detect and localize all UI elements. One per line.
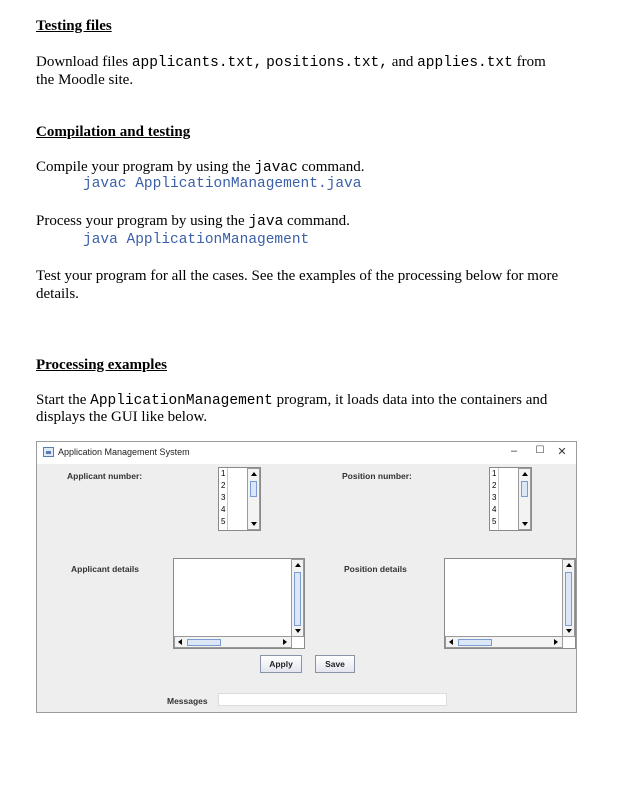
position-details-textarea[interactable] (444, 558, 576, 649)
list-item[interactable]: 1 (492, 469, 497, 478)
and-word: and (391, 54, 414, 70)
processing-heading: Processing examples (36, 357, 167, 373)
scroll-down-icon[interactable] (566, 629, 572, 633)
applicant-details-vscroll[interactable] (291, 559, 304, 637)
process-line (36, 213, 350, 231)
displays-gui-line: displays the GUI like below. (36, 409, 208, 425)
window-title: Application Management System (58, 447, 190, 457)
compile-line (36, 159, 364, 177)
scroll-thumb[interactable] (565, 572, 572, 626)
applicant-details-textarea[interactable] (173, 558, 305, 649)
download-prefix: Download files (36, 54, 129, 70)
scroll-thumb[interactable] (521, 481, 528, 497)
app-icon (43, 447, 54, 457)
scroll-up-icon[interactable] (295, 563, 301, 567)
title-bar (37, 442, 576, 464)
position-details-hscroll[interactable] (445, 636, 563, 648)
scroll-up-icon[interactable] (566, 563, 572, 567)
applicants-file: applicants.txt, (131, 55, 263, 71)
moodle-site-line: the Moodle site. (36, 72, 134, 88)
apply-button[interactable]: Apply (260, 655, 302, 673)
scroll-down-icon[interactable] (522, 522, 528, 526)
scroll-thumb[interactable] (187, 639, 221, 646)
scroll-up-icon[interactable] (522, 472, 528, 476)
maximize-icon[interactable]: ☐ (535, 445, 545, 456)
list-divider (498, 468, 499, 530)
scroll-down-icon[interactable] (295, 629, 301, 633)
list-item[interactable]: 3 (221, 493, 226, 502)
messages-label: Messages (167, 696, 208, 706)
list-item[interactable]: 1 (221, 469, 226, 478)
compile-prefix: Compile your program by using the (36, 159, 251, 175)
minimize-icon[interactable]: – (510, 445, 518, 457)
messages-field[interactable] (218, 693, 447, 706)
compile-suffix: command. (301, 159, 365, 175)
applicant-details-label: Applicant details (71, 564, 140, 574)
process-code: java ApplicationManagement (83, 232, 310, 248)
list-item[interactable]: 2 (492, 481, 497, 490)
compilation-heading: Compilation and testing (36, 124, 191, 140)
scroll-up-icon[interactable] (251, 472, 257, 476)
applicant-list-scrollbar[interactable] (247, 468, 260, 530)
start-suffix: program, it loads data into the containers and (276, 392, 548, 408)
scroll-left-icon[interactable] (178, 639, 182, 645)
positions-file: positions.txt, (266, 55, 388, 71)
scroll-right-icon[interactable] (283, 639, 287, 645)
scroll-thumb[interactable] (250, 481, 257, 497)
scroll-thumb[interactable] (458, 639, 492, 646)
scroll-down-icon[interactable] (251, 522, 257, 526)
position-number-list[interactable] (489, 467, 532, 531)
java-command: java (248, 214, 284, 230)
position-number-label: Position number: (342, 471, 412, 481)
compile-code: javac ApplicationManagement.java (83, 176, 362, 192)
process-suffix: command. (287, 213, 350, 229)
position-details-label: Position details (344, 564, 407, 574)
list-divider (227, 468, 228, 530)
javac-command: javac (254, 160, 298, 176)
applies-file: applies.txt (417, 55, 513, 71)
list-item[interactable]: 4 (492, 505, 497, 514)
position-list-scrollbar[interactable] (518, 468, 531, 530)
list-item[interactable]: 4 (221, 505, 226, 514)
list-item[interactable]: 5 (221, 517, 226, 526)
start-prefix: Start the (36, 392, 87, 408)
list-item[interactable]: 2 (221, 481, 226, 490)
applicant-details-hscroll[interactable] (174, 636, 292, 648)
save-button[interactable]: Save (315, 655, 355, 673)
list-item[interactable]: 5 (492, 517, 497, 526)
close-icon[interactable]: ✕ (557, 446, 567, 458)
scroll-left-icon[interactable] (449, 639, 453, 645)
test-line-2: details. (36, 286, 79, 302)
testing-files-heading: Testing files (36, 18, 112, 34)
process-prefix: Process your program by using the (36, 213, 245, 229)
app-management-command: ApplicationManagement (90, 393, 273, 409)
applicant-number-label: Applicant number: (67, 471, 143, 481)
application-window (36, 441, 577, 713)
download-files-line (36, 54, 546, 72)
position-details-vscroll[interactable] (562, 559, 575, 637)
applicant-number-list[interactable] (218, 467, 261, 531)
list-item[interactable]: 3 (492, 493, 497, 502)
scroll-right-icon[interactable] (554, 639, 558, 645)
test-line-1: Test your program for all the cases. See the examples of the processing below for more (36, 268, 559, 284)
from-word: from (516, 54, 546, 70)
start-line (36, 392, 547, 410)
scroll-thumb[interactable] (294, 572, 301, 626)
